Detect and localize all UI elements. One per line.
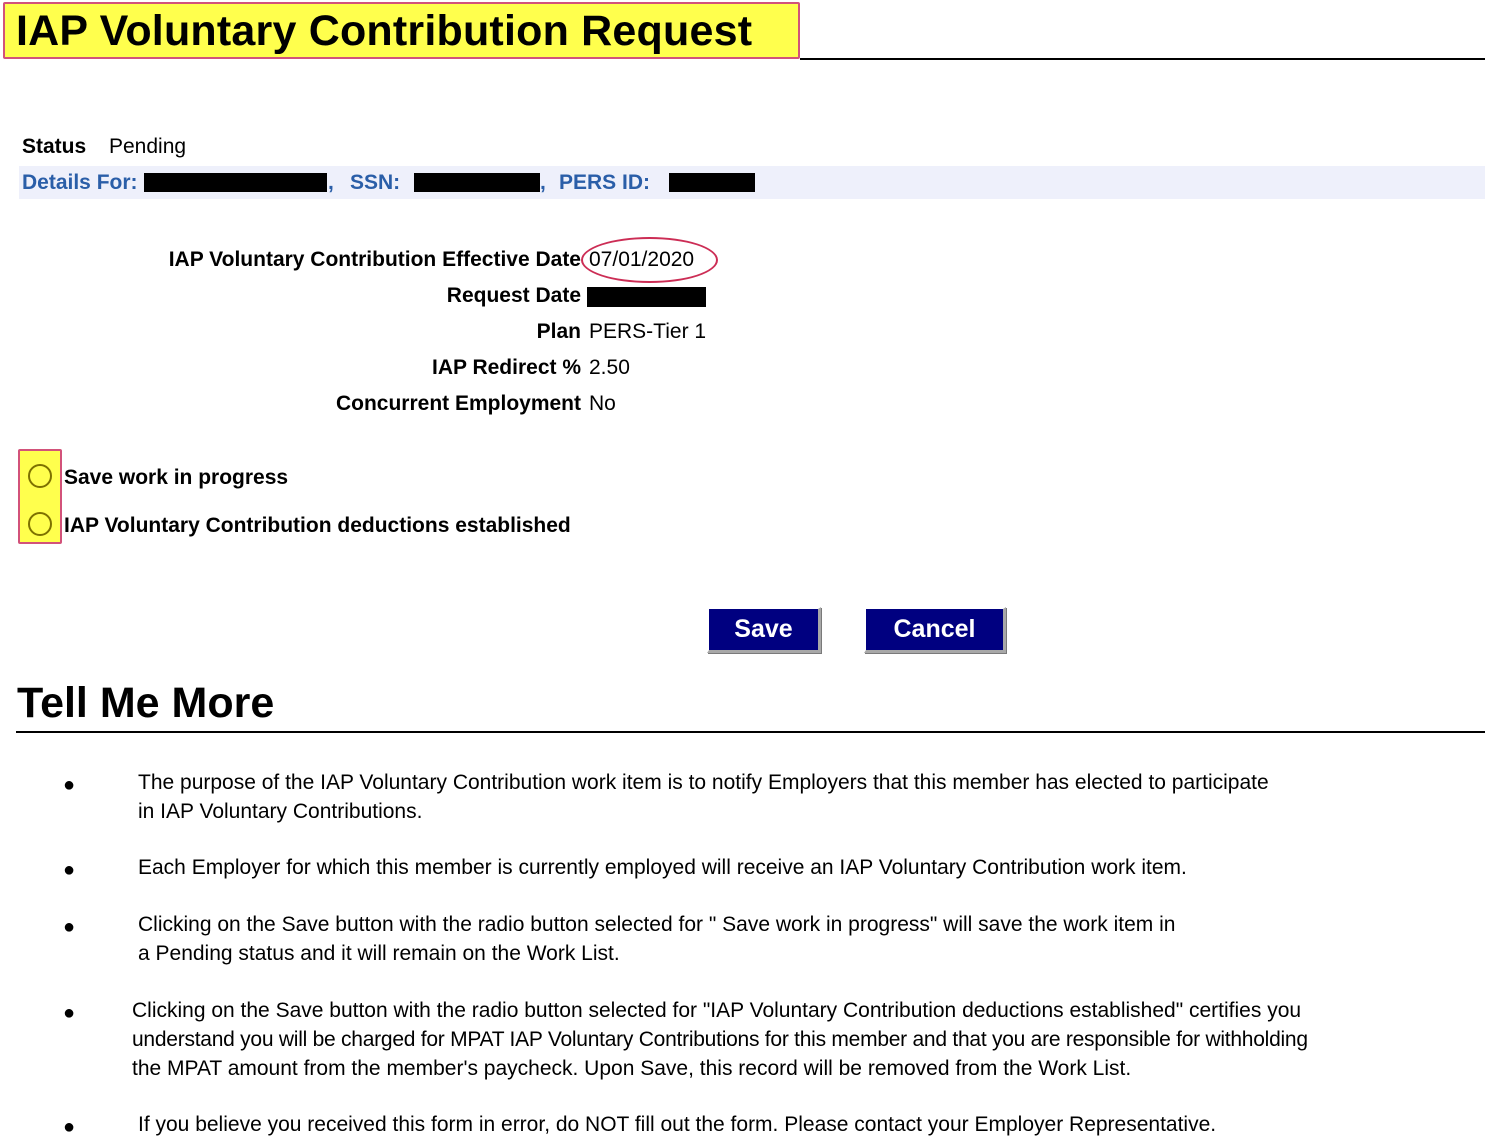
bullet-icon: ● bbox=[63, 859, 76, 881]
bullet-1-line-1: The purpose of the IAP Voluntary Contribution work item is to notify Employers that this member has elected to participate bbox=[138, 771, 1269, 794]
ssn-label: SSN: bbox=[350, 171, 401, 194]
tell-me-more-divider bbox=[16, 731, 1485, 733]
pers-id-label: PERS ID: bbox=[559, 171, 651, 194]
page-title: IAP Voluntary Contribution Request bbox=[16, 7, 753, 55]
redacted-ssn bbox=[414, 173, 540, 192]
bullet-icon: ● bbox=[63, 1116, 76, 1138]
concurrent-employment-value: No bbox=[589, 392, 616, 415]
cancel-button[interactable]: Cancel bbox=[864, 607, 1006, 653]
plan-label: Plan bbox=[536, 320, 581, 343]
bullet-4-line-2: understand you will be charged for MPAT IAP Voluntary Contributions for this member and that you are responsible for withholding bbox=[132, 1028, 1308, 1051]
bullet-1-line-2: in IAP Voluntary Contributions. bbox=[138, 800, 423, 823]
status-label: Status bbox=[22, 135, 87, 158]
bullet-4-line-3: the MPAT amount from the member's paycheck. Upon Save, this record will be removed from the Work List. bbox=[132, 1057, 1132, 1080]
title-divider bbox=[800, 58, 1485, 60]
effective-date-label: IAP Voluntary Contribution Effective Date bbox=[168, 248, 581, 271]
effective-date-value: 07/01/2020 bbox=[589, 248, 695, 271]
bullet-5-line-1: If you believe you received this form in error, do NOT fill out the form. Please contact your Employer Representative. bbox=[138, 1113, 1217, 1136]
tell-me-more-heading: Tell Me More bbox=[17, 679, 275, 727]
plan-value: PERS-Tier 1 bbox=[589, 320, 707, 343]
request-date-label: Request Date bbox=[446, 284, 581, 307]
save-work-in-progress-label[interactable]: Save work in progress bbox=[64, 466, 289, 489]
bullet-icon: ● bbox=[63, 774, 76, 796]
redacted-member-name bbox=[144, 173, 327, 192]
iap-redirect-value: 2.50 bbox=[589, 356, 630, 379]
deductions-established-label[interactable]: IAP Voluntary Contribution deductions established bbox=[64, 514, 571, 537]
deductions-established-radio[interactable] bbox=[28, 512, 52, 536]
bullet-3-line-1: Clicking on the Save button with the radio button selected for " Save work in progress" will save the work item in bbox=[138, 913, 1176, 936]
status-value: Pending bbox=[109, 135, 187, 158]
bullet-2-line-1: Each Employer for which this member is currently employed will receive an IAP Voluntary Contribution work item. bbox=[138, 856, 1187, 879]
save-button[interactable]: Save bbox=[707, 607, 821, 653]
details-separator: , bbox=[328, 171, 334, 194]
details-separator: , bbox=[540, 171, 546, 194]
bullet-3-line-2: a Pending status and it will remain on the Work List. bbox=[138, 942, 620, 965]
bullet-icon: ● bbox=[63, 916, 76, 938]
details-for-label: Details For: bbox=[22, 171, 138, 194]
effective-date-annotation bbox=[581, 237, 718, 283]
bullet-icon: ● bbox=[63, 1002, 76, 1024]
iap-redirect-label: IAP Redirect % bbox=[432, 356, 581, 379]
redacted-request-date bbox=[587, 287, 706, 307]
bullet-4-line-1: Clicking on the Save button with the radio button selected for "IAP Voluntary Contribution deductions established" certifies you bbox=[132, 999, 1302, 1022]
save-work-in-progress-radio[interactable] bbox=[28, 464, 52, 488]
redacted-pers-id bbox=[669, 173, 755, 192]
concurrent-employment-label: Concurrent Employment bbox=[335, 392, 581, 415]
